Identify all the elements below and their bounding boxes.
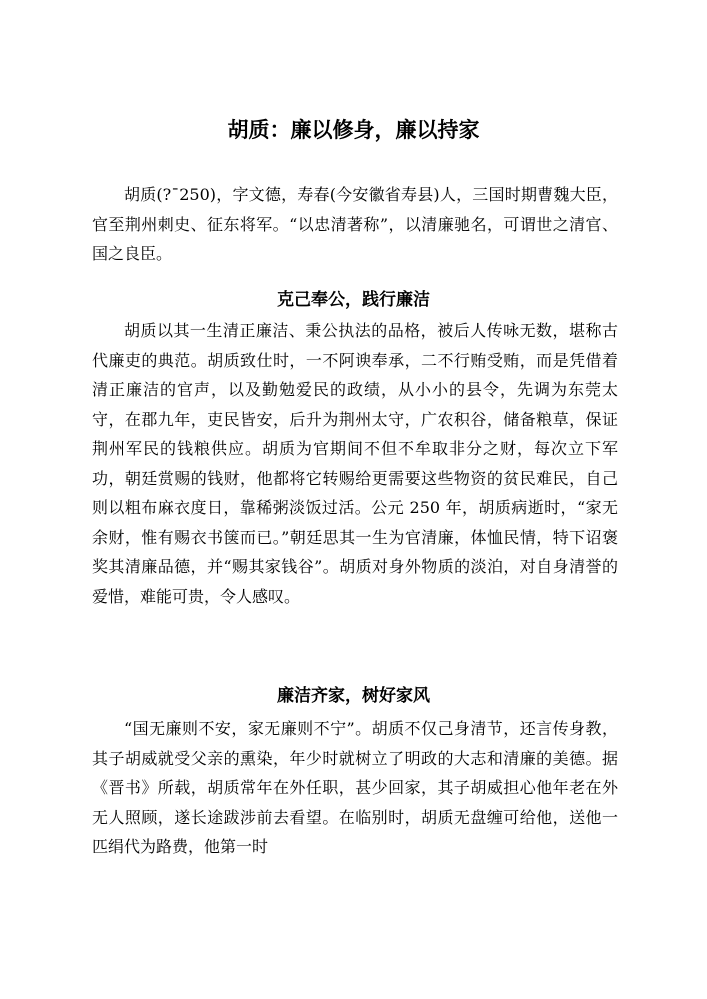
document-title: 胡质：廉以修身，廉以持家 (227, 117, 480, 142)
section-paragraph-2: “国无廉则不安，家无廉则不宁”。胡质不仅己身清节，还言传身教，其子胡威就受父亲的熏染，年少时就树立了明政的大志和清廉的美德。据《晋书》所载，胡质常年在外任职，甚少回家，其子胡威担心他年老在外无人照顾，遂长途跋涉前去看望。在临别时，胡质无盘缠可给他，送他一匹绢代为路费，他第一时 (92, 719, 618, 856)
intro-paragraph: 胡质(?¯250)，字文德，寿春(今安徽省寿县)人，三国时期曹魏大臣，官至荆州刺史、征东将军。“以忠清著称”，以清廉驰名，可谓世之清官、国之良臣。 (92, 185, 618, 263)
section-paragraph-1: 胡质以其一生清正廉洁、秉公执法的品格，被后人传咏无数，堪称古代廉吏的典范。胡质致仕时，一不阿谀奉承，二不行贿受贿，而是凭借着清正廉洁的官声，以及勤勉爱民的政绩，从小小的县令，先调为东莞太守，在郡九年，吏民皆安，后升为荆州太守，广农积谷，储备粮草，保证荆州军民的钱粮供应。胡质为官期间不但不牟取非分之财，每次立下军功，朝廷赏赐的钱财，他都将它转赐给更需要这些物资的贫民难民，自己则以粗布麻衣度日，靠稀粥淡饭过活。公元 250 年，胡质病逝时，“家无余财，惟有赐衣书箧而已。”朝廷思其一生为官清廉，体恤民情，特下诏褒奖其清廉品德，并“赐其家钱谷”。胡质对身外物质的淡泊，对自身清誉的爱惜，难能可贵，令人感叹。 (92, 321, 618, 606)
section-heading-2: 廉洁齐家，树好家风 (277, 686, 430, 706)
section-heading-1: 克己奉公，践行廉洁 (277, 290, 430, 310)
